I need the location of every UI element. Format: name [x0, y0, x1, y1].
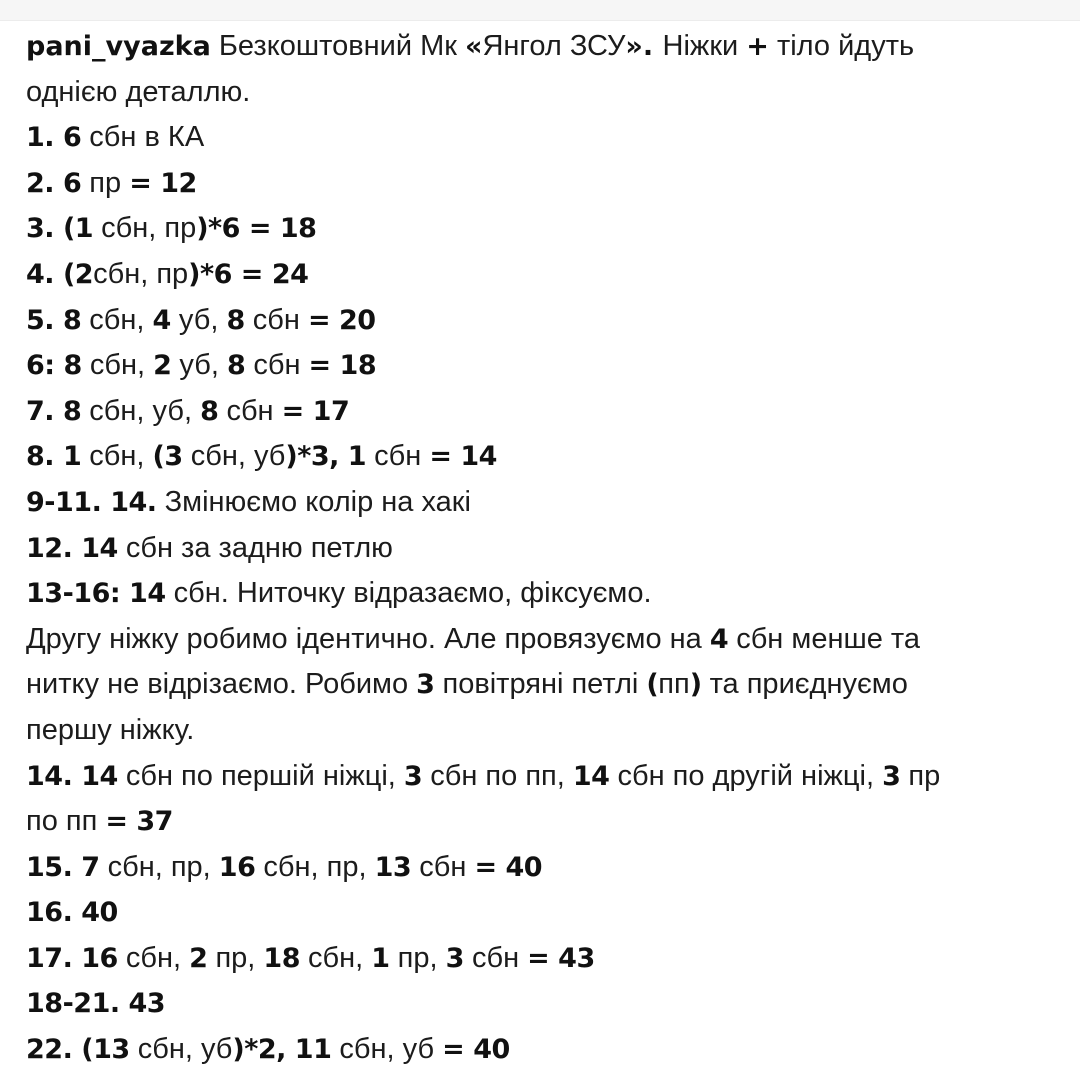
text: першу ніжку.: [26, 713, 195, 746]
bold-text: )*6 = 18: [196, 213, 317, 245]
bold-text: = 14: [429, 441, 497, 473]
bold-text: = 43: [527, 942, 595, 974]
post-line: [26, 617, 1056, 663]
bold-text: (: [646, 669, 659, 701]
bold-text: 17. 16: [26, 942, 118, 974]
bold-text: 2: [153, 350, 172, 382]
bold-text: 4. (2: [26, 258, 94, 290]
text: тіло йдуть: [768, 30, 915, 62]
text: сбн: [411, 850, 475, 883]
bold-text: 16. 40: [26, 897, 118, 929]
post-line: [26, 845, 1056, 891]
post-line: [26, 708, 1056, 754]
text: Безкоштовний Мк: [210, 30, 465, 62]
bold-text: = 37: [105, 806, 173, 838]
bold-text: 1: [371, 942, 390, 974]
post-line: [26, 571, 1056, 617]
text: по пп: [26, 805, 106, 838]
text: сбн, пр,: [255, 850, 375, 883]
post-line: [26, 799, 1056, 845]
text: сбн,: [300, 941, 372, 974]
text: пр,: [207, 941, 264, 974]
text: сбн, пр: [93, 257, 189, 290]
bold-text: 18-21. 43: [26, 988, 166, 1020]
text: Янгол ЗСУ: [482, 30, 626, 62]
bold-text: (3: [152, 441, 183, 473]
post-line: [26, 754, 1056, 800]
text: уб,: [171, 349, 227, 382]
post-line: [26, 890, 1056, 936]
bold-text: 8. 1: [26, 441, 82, 473]
bold-text: = 40: [442, 1034, 510, 1066]
bold-text: 8: [226, 304, 245, 336]
bold-text: 18: [263, 942, 300, 974]
post-text: [26, 24, 1056, 1073]
bold-text: 22. (13: [26, 1034, 130, 1066]
bold-text: 7. 8: [26, 395, 82, 427]
top-bar: [0, 0, 1080, 21]
text: сбн: [366, 440, 430, 473]
text: пр,: [389, 941, 446, 974]
bold-text: «: [465, 31, 483, 62]
post-header-line: [26, 24, 1056, 70]
bold-text: ».: [625, 31, 663, 62]
post-line: [26, 70, 1056, 116]
post-line: [26, 252, 1056, 298]
post-line: [26, 343, 1056, 389]
bold-text: )*6 = 24: [188, 258, 309, 290]
bold-text: 4: [152, 304, 171, 336]
text: уб,: [170, 303, 227, 336]
post-line: [26, 936, 1056, 982]
text: Змінюємо колір на хакі: [156, 485, 471, 518]
text: сбн, уб: [331, 1033, 443, 1066]
text: пп: [658, 668, 690, 701]
bold-text: = 18: [308, 350, 377, 382]
post-line: [26, 206, 1056, 252]
bold-text: 9-11. 14.: [26, 486, 157, 518]
bold-text: = 20: [307, 304, 376, 336]
post-line: [26, 662, 1056, 708]
bold-text: +: [746, 31, 769, 62]
bold-text: 6: 8: [26, 350, 82, 382]
text: сбн по першій ніжці,: [117, 759, 404, 792]
bold-text: 3: [445, 942, 464, 974]
text: сбн, пр: [93, 212, 197, 245]
bold-text: = 40: [474, 851, 543, 883]
bold-text: 12. 14: [26, 532, 118, 564]
bold-text: 13-16: 14: [26, 578, 166, 610]
bold-text: 3: [403, 760, 423, 792]
post-line: [26, 115, 1056, 161]
text: сбн, уб: [182, 440, 286, 473]
text: сбн менше та: [728, 622, 920, 655]
text: пр: [900, 759, 941, 792]
text: сбн,: [81, 303, 153, 336]
text: повітряні петлі: [434, 668, 647, 701]
text: сбн: [245, 349, 309, 382]
text: сбн, уб,: [81, 394, 201, 427]
username-link[interactable]: pani_vyazka: [26, 31, 211, 62]
text: сбн,: [117, 941, 190, 974]
bold-text: 15. 7: [26, 851, 100, 883]
post-line: [26, 1027, 1056, 1073]
text: сбн: [463, 941, 528, 974]
bold-text: )*2, 11: [232, 1034, 332, 1066]
text: сбн,: [81, 349, 154, 382]
bold-text: 13: [374, 851, 412, 883]
bold-text: ): [689, 669, 702, 701]
bold-text: 2: [189, 942, 208, 974]
bold-text: )*3, 1: [285, 441, 367, 473]
text: сбн, уб: [129, 1033, 233, 1066]
text: однією деталлю.: [26, 75, 251, 108]
bold-text: 1. 6: [26, 122, 82, 154]
bold-text: 14. 14: [26, 760, 118, 792]
post-line: [26, 434, 1056, 480]
text: Другу ніжку робимо ідентично. Але провязуємо на: [26, 622, 710, 655]
text: сбн,: [81, 440, 153, 473]
text: сбн. Ниточку відразаємо, фіксуємо.: [165, 577, 652, 610]
text: сбн по пп,: [422, 759, 573, 792]
bold-text: 3. (1: [26, 213, 94, 245]
bold-text: 5. 8: [26, 304, 82, 336]
bold-text: 3: [416, 669, 435, 701]
text: сбн, пр,: [99, 850, 219, 883]
text: сбн за задню петлю: [117, 531, 393, 564]
bold-text: 8: [226, 350, 246, 382]
bold-text: = 12: [129, 167, 197, 199]
text: сбн: [218, 394, 282, 427]
text: нитку не відрізаємо. Робимо: [26, 668, 417, 701]
post-line: [26, 298, 1056, 344]
bold-text: 3: [882, 760, 901, 792]
text: Ніжки: [662, 30, 747, 62]
bold-text: 2. 6: [26, 167, 82, 199]
post-line: [26, 526, 1056, 572]
text: сбн по другій ніжці,: [609, 759, 883, 792]
post-line: [26, 981, 1056, 1027]
text: сбн в КА: [81, 121, 205, 154]
text: пр: [81, 166, 130, 199]
text: сбн: [244, 303, 308, 336]
post-line: [26, 389, 1056, 435]
bold-text: 16: [218, 851, 256, 883]
text: та приєднуємо: [701, 668, 908, 701]
bold-text: 4: [709, 623, 729, 655]
bold-text: = 17: [281, 395, 350, 427]
post-line: [26, 480, 1056, 526]
bold-text: 14: [572, 760, 610, 792]
post-line: [26, 161, 1056, 207]
bold-text: 8: [200, 395, 219, 427]
